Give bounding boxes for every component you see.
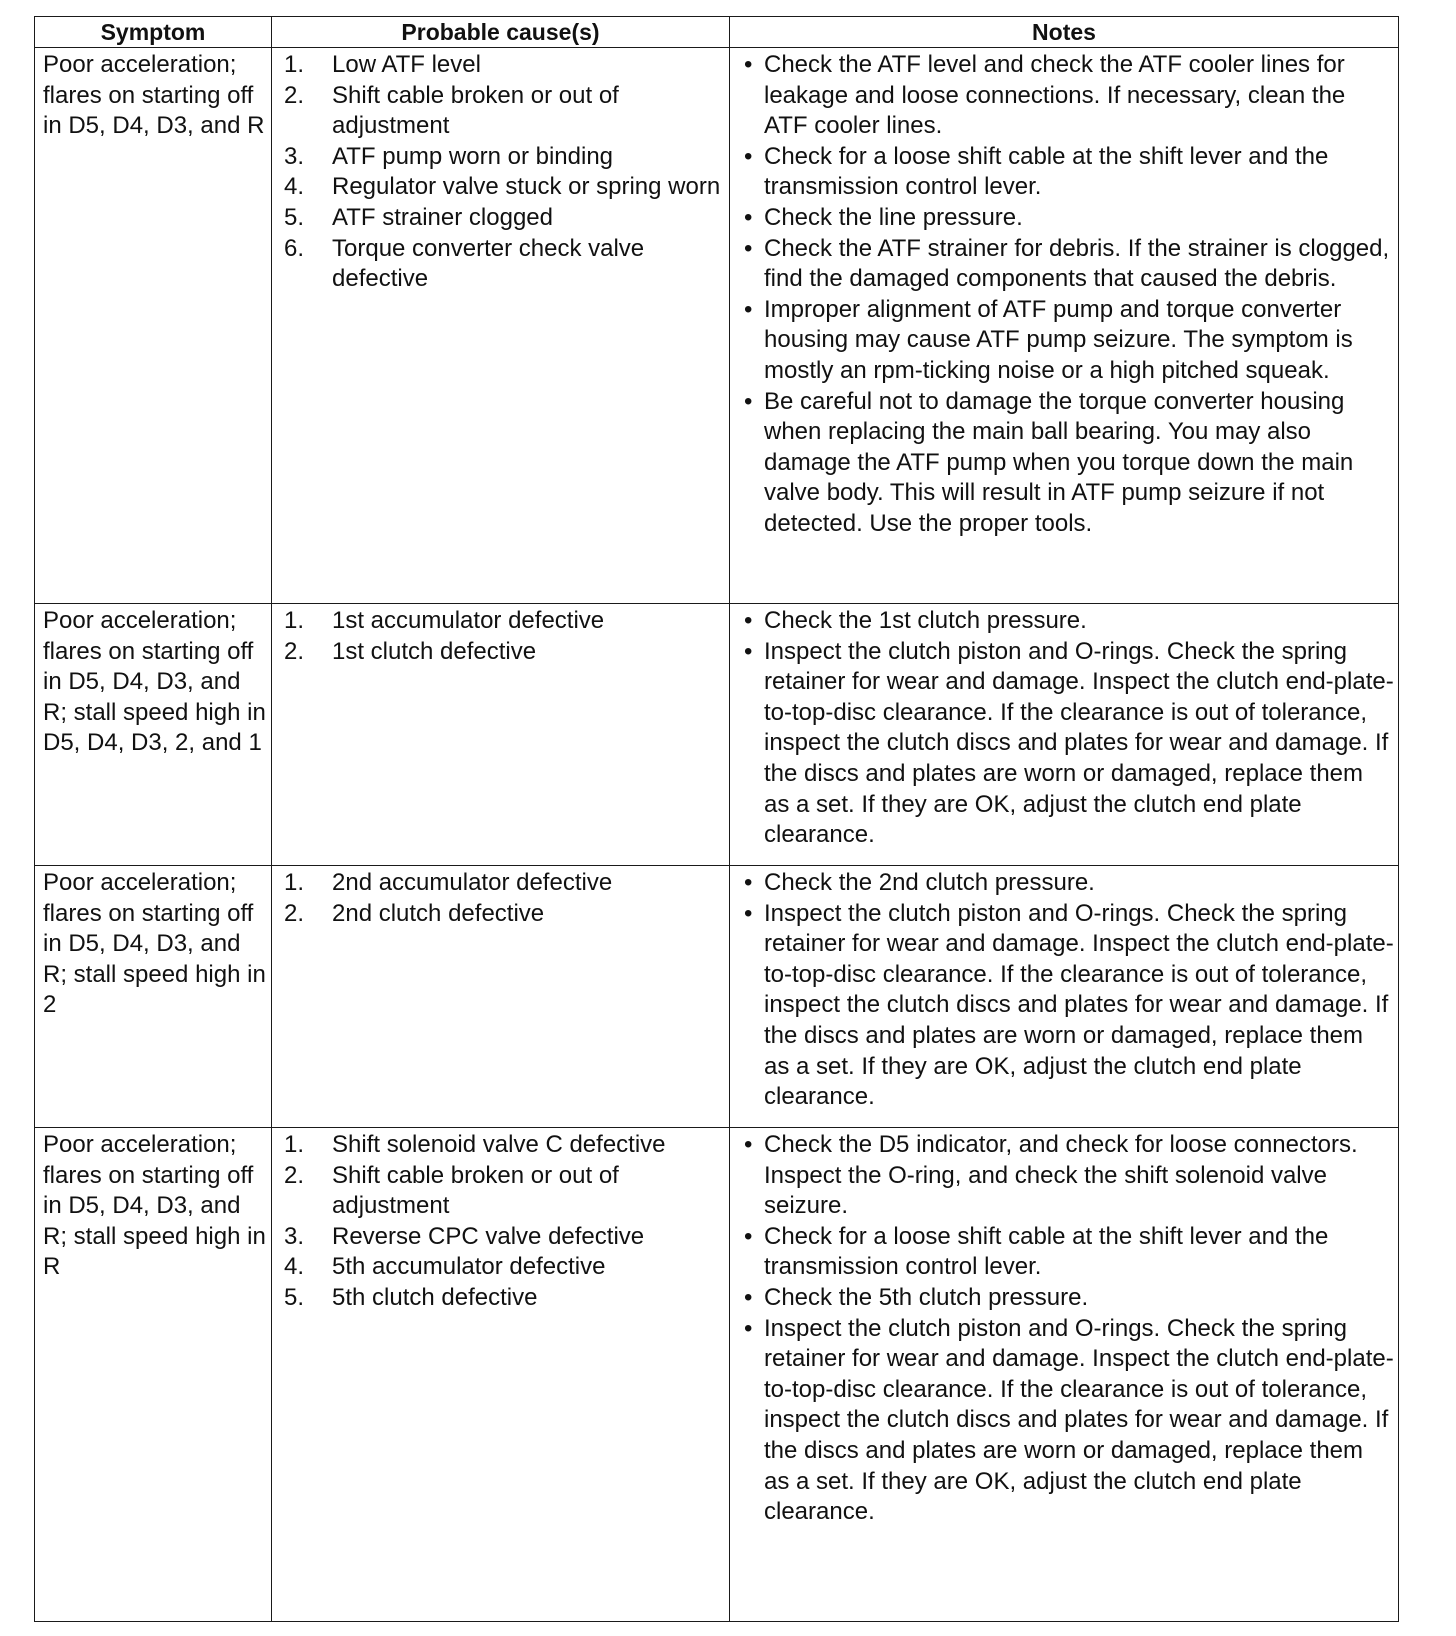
bullet-icon: • (744, 637, 753, 665)
note-item (740, 295, 1394, 387)
cause-number: 2. (284, 1161, 305, 1189)
cause-item (284, 142, 725, 173)
cause-item (284, 81, 725, 142)
note-item (740, 387, 1394, 540)
header-symptom: Symptom (35, 17, 272, 48)
cause-number: 2. (284, 81, 305, 109)
cause-text: 2nd clutch defective (332, 899, 545, 927)
note-text: Be careful not to damage the torque converter housing when replacing the main ball bearing. You may also damage the ATF pump when you torque down the main valve body. This will result in ATF pump seizure if not detected. Use the proper tools. (764, 387, 1354, 537)
table-row (35, 48, 1399, 604)
cause-text: Torque converter check valve defective (332, 234, 645, 293)
note-text: Check for a loose shift cable at the shift lever and the transmission control lever. (764, 1222, 1329, 1281)
cause-item (284, 899, 725, 930)
bullet-icon: • (744, 1131, 753, 1158)
table-row (35, 1128, 1399, 1622)
cause-text: 5th clutch defective (332, 1283, 538, 1311)
cause-item (284, 1283, 725, 1314)
cause-text: ATF strainer clogged (332, 203, 553, 231)
note-item (740, 1130, 1394, 1222)
note-item (740, 234, 1394, 295)
bullet-icon: • (744, 142, 753, 170)
probable-causes-cell (272, 866, 730, 1128)
note-item (740, 606, 1394, 637)
note-item (740, 1283, 1394, 1314)
cause-number: 1. (284, 51, 305, 78)
notes-list (740, 868, 1394, 1113)
cause-item (284, 1161, 725, 1222)
note-text: Improper alignment of ATF pump and torque converter housing may cause ATF pump seizure. The symptom is mostly an rpm-ticking noise or a high pitched squeak. (764, 295, 1353, 384)
symptom-cell (35, 1128, 272, 1622)
note-item (740, 50, 1394, 142)
cause-number: 4. (284, 1253, 305, 1281)
note-item (740, 142, 1394, 203)
cause-text: ATF pump worn or binding (332, 142, 614, 170)
cause-number: 2. (284, 899, 305, 927)
symptom-text: Poor acceleration; flares on starting off in D5, D4, D3, and R; stall speed high in R (43, 1131, 266, 1281)
symptom-text: Poor acceleration; flares on starting off in D5, D4, D3, and R; stall speed high in 2 (43, 869, 266, 1019)
cause-item (284, 50, 725, 81)
note-item (740, 203, 1394, 234)
note-text: Inspect the clutch piston and O-rings. Check the spring retainer for wear and damage. Inspect the clutch end-plate-to-top-disc clearance. If the clearance is out of tolerance, inspect the clutch discs and plates for wear and damage. If the discs and plates are worn or damaged, replace them as a set. If they are OK, adjust the clutch end plate clearance. (764, 637, 1394, 849)
cause-item (284, 234, 725, 295)
cause-number: 1. (284, 607, 305, 634)
notes-cell (730, 604, 1399, 866)
cause-text: Shift cable broken or out of adjustment (332, 1161, 619, 1220)
cause-text: Regulator valve stuck or spring worn (332, 173, 721, 201)
note-text: Check for a loose shift cable at the shift lever and the transmission control lever. (764, 142, 1329, 201)
bullet-icon: • (744, 203, 753, 231)
cause-number: 1. (284, 869, 305, 896)
cause-item (284, 1222, 725, 1253)
header-notes: Notes (730, 17, 1399, 48)
note-item (740, 637, 1394, 851)
note-item (740, 868, 1394, 899)
cause-text: Low ATF level (332, 51, 481, 78)
note-text: Check the ATF strainer for debris. If the strainer is clogged, find the damaged components that caused the debris. (764, 234, 1390, 293)
note-item (740, 1222, 1394, 1283)
note-text: Check the D5 indicator, and check for loose connectors. Inspect the O-ring, and check the shift solenoid valve seizure. (764, 1131, 1358, 1220)
bullet-icon: • (744, 899, 753, 927)
cause-number: 6. (284, 234, 305, 262)
note-text: Inspect the clutch piston and O-rings. Check the spring retainer for wear and damage. Inspect the clutch end-plate-to-top-disc clearance. If the clearance is out of tolerance, inspect the clutch discs and plates for wear and damage. If the discs and plates are worn or damaged, replace them as a set. If they are OK, adjust the clutch end plate clearance. (764, 899, 1394, 1111)
cause-number: 2. (284, 637, 305, 665)
bullet-icon: • (744, 51, 753, 78)
notes-cell (730, 1128, 1399, 1622)
notes-cell (730, 48, 1399, 604)
cause-number: 3. (284, 142, 305, 170)
cause-item (284, 606, 725, 637)
cause-item (284, 637, 725, 668)
bullet-icon: • (744, 295, 753, 323)
note-text: Inspect the clutch piston and O-rings. Check the spring retainer for wear and damage. Inspect the clutch end-plate-to-top-disc clearance. If the clearance is out of tolerance, inspect the clutch discs and plates for wear and damage. If the discs and plates are worn or damaged, replace them as a set. If they are OK, adjust the clutch end plate clearance. (764, 1314, 1394, 1526)
note-text: Check the ATF level and check the ATF cooler lines for leakage and loose connections. If necessary, clean the ATF cooler lines. (764, 51, 1346, 140)
cause-number: 4. (284, 173, 305, 201)
bullet-icon: • (744, 234, 753, 262)
probable-causes-cell (272, 48, 730, 604)
bullet-icon: • (744, 1314, 753, 1342)
note-text: Check the 5th clutch pressure. (764, 1283, 1089, 1311)
bullet-icon: • (744, 607, 753, 634)
symptom-cell (35, 866, 272, 1128)
cause-item (284, 172, 725, 203)
symptom-text: Poor acceleration; flares on starting off in D5, D4, D3, and R; stall speed high in D5, D4, D3, 2, and 1 (43, 607, 266, 757)
cause-list (284, 868, 725, 929)
table-row (35, 604, 1399, 866)
notes-cell (730, 866, 1399, 1128)
cause-text: 5th accumulator defective (332, 1253, 606, 1281)
cause-text: Shift cable broken or out of adjustment (332, 81, 619, 140)
probable-causes-cell (272, 604, 730, 866)
note-text: Check the 2nd clutch pressure. (764, 869, 1095, 896)
bullet-icon: • (744, 1283, 753, 1311)
cause-number: 3. (284, 1222, 305, 1250)
note-text: Check the line pressure. (764, 203, 1023, 231)
note-text: Check the 1st clutch pressure. (764, 607, 1087, 634)
notes-list (740, 50, 1394, 540)
cause-text: 2nd accumulator defective (332, 869, 613, 896)
cause-text: 1st accumulator defective (332, 607, 605, 634)
troubleshooting-table (34, 16, 1399, 1622)
bullet-icon: • (744, 387, 753, 415)
header-probable-causes: Probable cause(s) (272, 17, 730, 48)
cause-number: 5. (284, 1283, 305, 1311)
cause-list (284, 1130, 725, 1314)
cause-item (284, 868, 725, 899)
symptom-cell (35, 604, 272, 866)
probable-causes-cell (272, 1128, 730, 1622)
cause-text: Shift solenoid valve C defective (332, 1131, 666, 1158)
bullet-icon: • (744, 869, 753, 896)
notes-list (740, 606, 1394, 851)
cause-list (284, 50, 725, 295)
note-item (740, 1314, 1394, 1528)
header-row (35, 17, 1399, 48)
cause-text: 1st clutch defective (332, 637, 537, 665)
note-item (740, 899, 1394, 1113)
bullet-icon: • (744, 1222, 753, 1250)
cause-item (284, 1130, 725, 1161)
cause-text: Reverse CPC valve defective (332, 1222, 645, 1250)
cause-list (284, 606, 725, 667)
cause-number: 5. (284, 203, 305, 231)
cause-item (284, 1252, 725, 1283)
symptom-cell (35, 48, 272, 604)
cause-number: 1. (284, 1131, 305, 1158)
table-row (35, 866, 1399, 1128)
cause-item (284, 203, 725, 234)
notes-list (740, 1130, 1394, 1528)
symptom-text: Poor acceleration; flares on starting off in D5, D4, D3, and R (43, 51, 265, 140)
